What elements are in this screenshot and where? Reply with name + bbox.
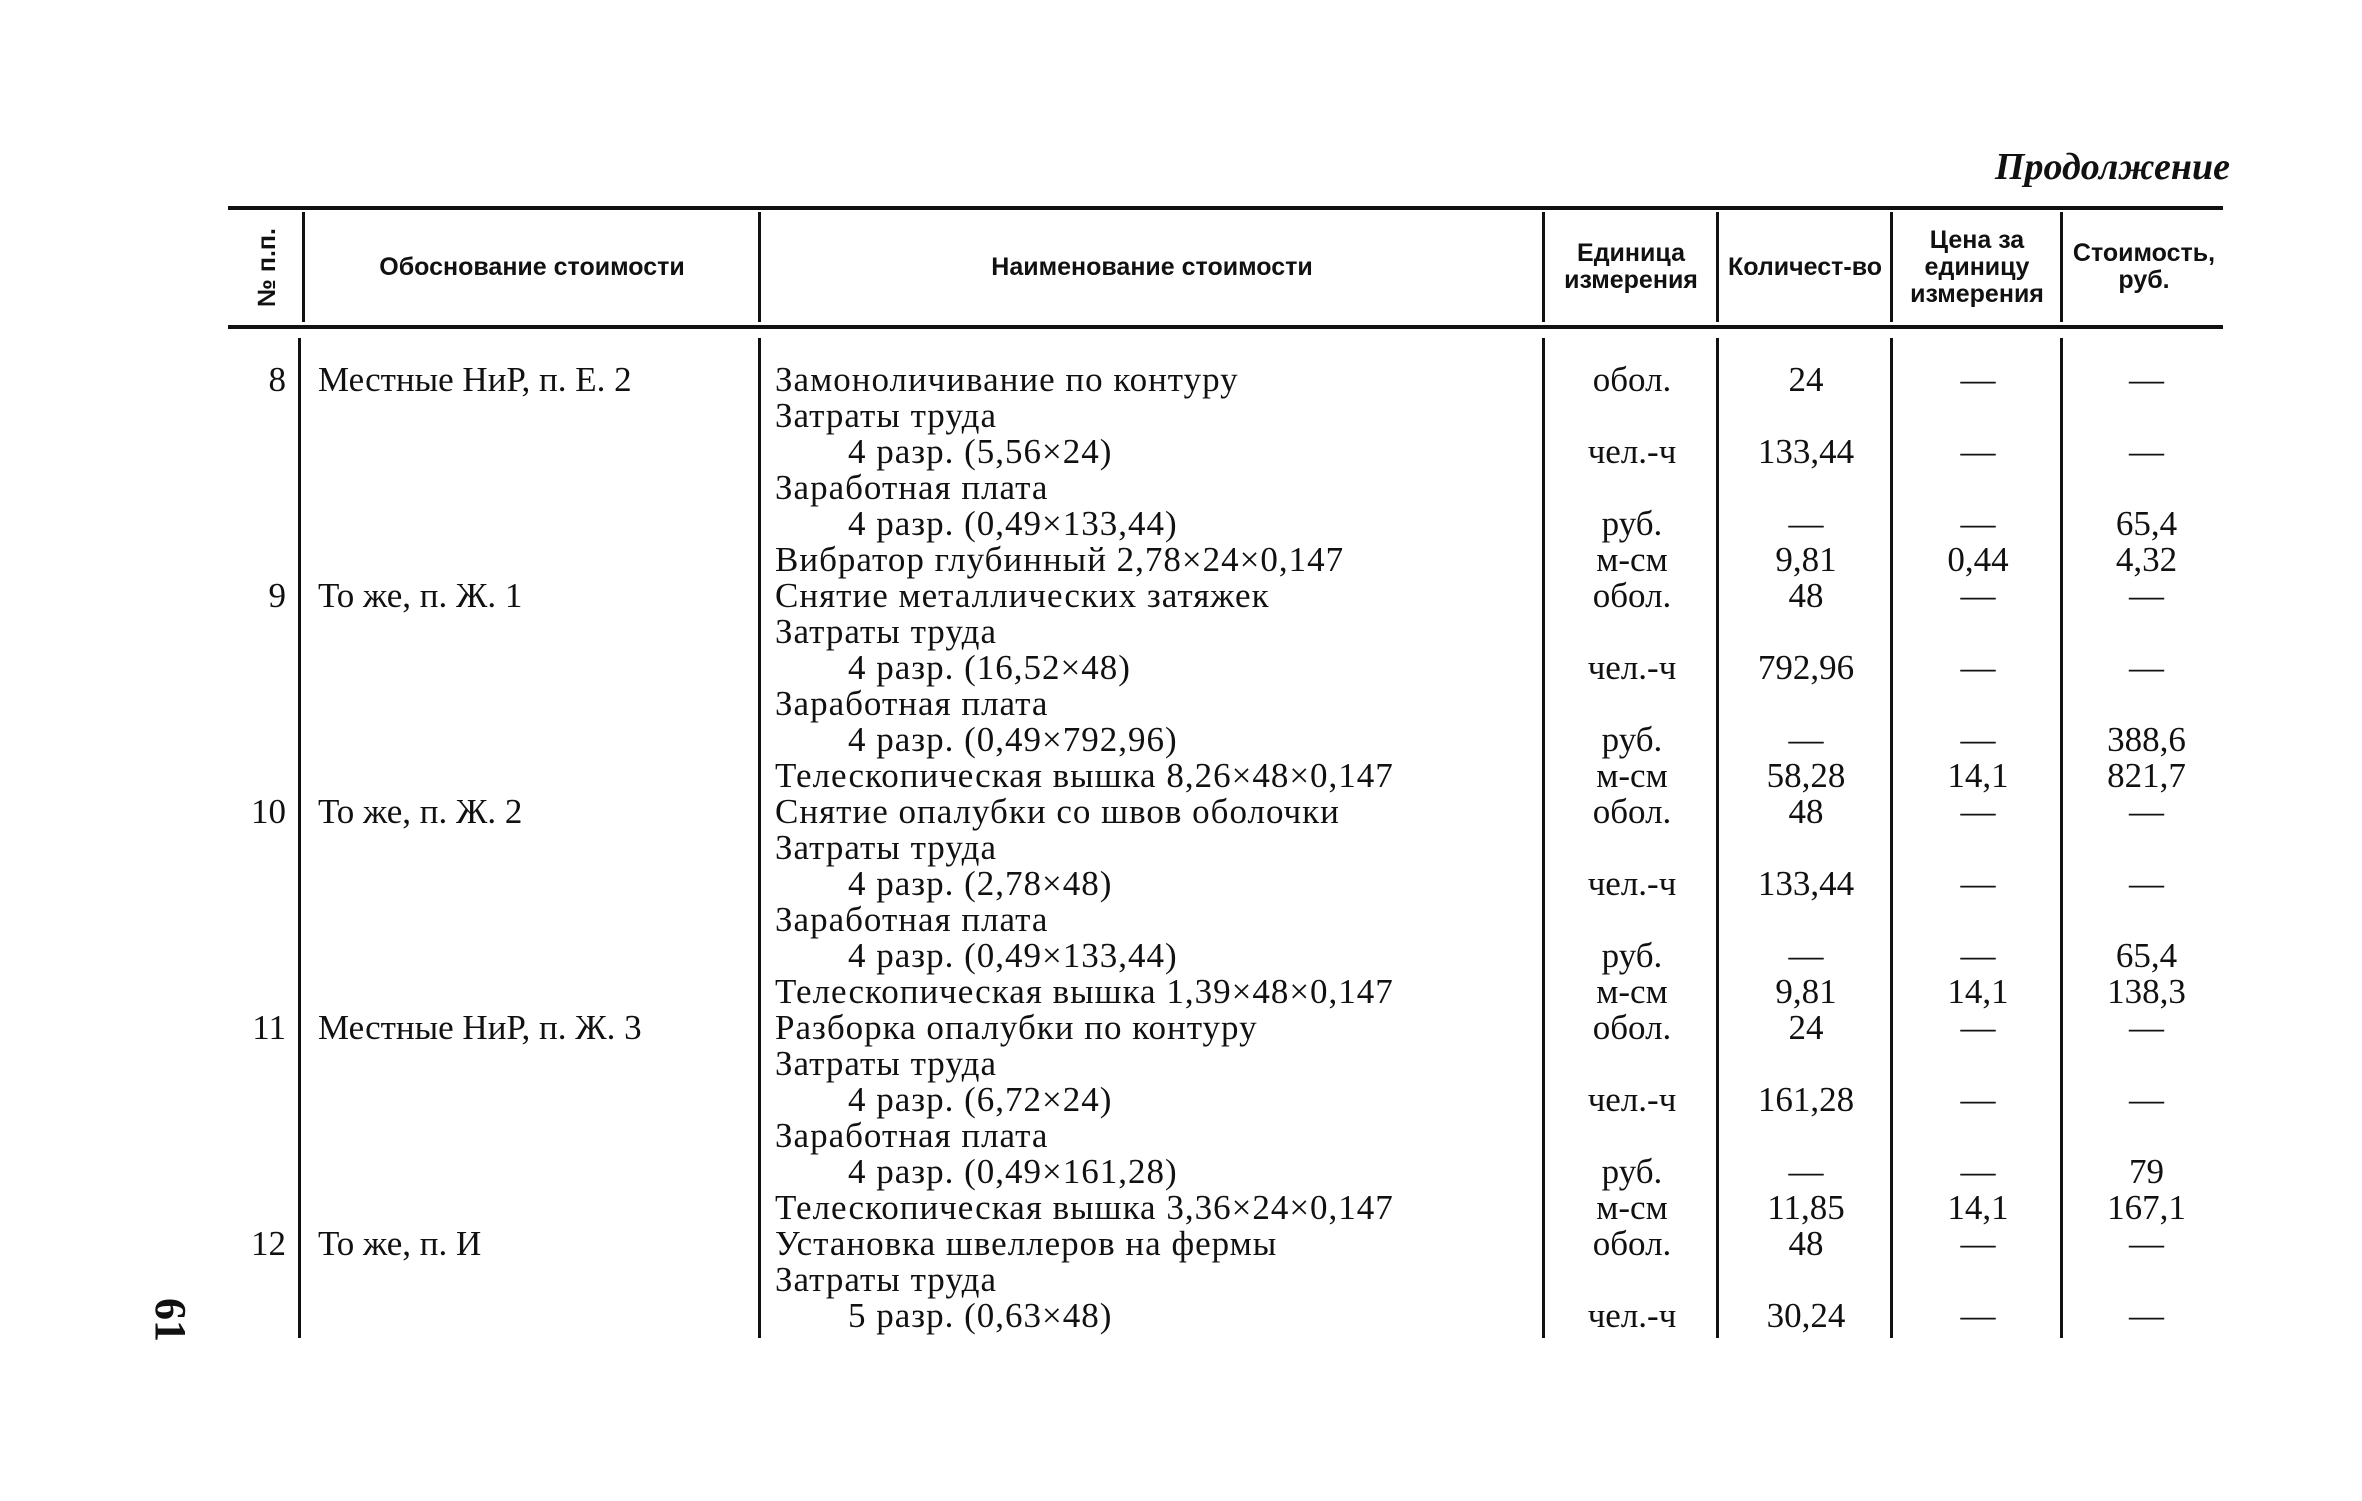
row-cost: —	[2129, 864, 2164, 903]
row-cost: 79	[2129, 1152, 2164, 1191]
row-unit-price: —	[1960, 432, 1996, 471]
row-number: 8	[268, 360, 286, 399]
table-row	[0, 938, 2362, 974]
row-unit-price: —	[1960, 720, 1996, 759]
table-row	[0, 722, 2362, 758]
row-quantity: —	[1788, 936, 1824, 975]
row-unit: обол.	[1592, 792, 1672, 831]
table-row	[0, 1298, 2362, 1334]
column-header-name: Наименование стоимости	[991, 252, 1313, 281]
row-number: 11	[252, 1008, 286, 1047]
row-quantity: 9,81	[1775, 972, 1837, 1011]
row-cost: 65,4	[2115, 504, 2178, 543]
continuation-note: Продолжение	[1994, 146, 2230, 188]
table-row	[0, 614, 2362, 650]
table-row	[0, 686, 2362, 722]
row-name: 4 разр. (5,56×24)	[848, 432, 1113, 471]
row-cost: —	[2129, 1296, 2164, 1335]
row-name: Заработная плата	[775, 900, 1049, 939]
table-row	[0, 470, 2362, 506]
row-unit: чел.-ч	[1587, 864, 1677, 903]
row-unit: руб.	[1601, 1152, 1663, 1191]
table-row	[0, 1010, 2362, 1046]
row-unit: чел.-ч	[1587, 1296, 1677, 1335]
row-name: 5 разр. (0,63×48)	[848, 1296, 1113, 1335]
table-row	[0, 758, 2362, 794]
row-name: Заработная плата	[775, 468, 1049, 507]
row-unit-price: —	[1960, 864, 1996, 903]
row-unit: обол.	[1592, 576, 1672, 615]
row-quantity: 133,44	[1757, 864, 1855, 903]
row-quantity: —	[1788, 504, 1824, 543]
row-name: Вибратор глубинный 2,78×24×0,147	[775, 540, 1345, 579]
table-row	[0, 1046, 2362, 1082]
header-divider	[758, 212, 761, 322]
row-unit-price: —	[1960, 1080, 1996, 1119]
row-cost: 167,1	[2107, 1188, 2186, 1227]
table-row	[0, 650, 2362, 686]
table-row	[0, 542, 2362, 578]
row-name: 4 разр. (0,49×161,28)	[848, 1152, 1178, 1191]
table-row	[0, 794, 2362, 830]
table-row	[0, 578, 2362, 614]
column-header-quantity: Количест-во	[1727, 252, 1883, 281]
table-row	[0, 1226, 2362, 1262]
row-unit: м-см	[1596, 972, 1668, 1011]
row-name: Замоноличивание по контуру	[775, 360, 1239, 399]
row-basis: Местные НиР, п. Ж. 3	[318, 1008, 642, 1047]
row-number: 12	[251, 1224, 286, 1263]
row-unit: чел.-ч	[1587, 1080, 1677, 1119]
table-header-rule	[228, 325, 2223, 329]
column-header-cost: Стоимость, руб.	[2072, 239, 2216, 294]
row-cost: 138,3	[2107, 972, 2186, 1011]
row-unit-price: 0,44	[1947, 540, 2009, 579]
row-basis: То же, п. Ж. 1	[318, 576, 523, 615]
row-unit: обол.	[1592, 1224, 1672, 1263]
row-unit-price: —	[1960, 576, 1996, 615]
table-top-rule	[228, 206, 2223, 210]
row-cost: —	[2129, 432, 2164, 471]
row-basis: Местные НиР, п. Е. 2	[318, 360, 632, 399]
row-quantity: 48	[1788, 576, 1824, 615]
row-number: 9	[268, 576, 286, 615]
header-divider	[1890, 212, 1893, 322]
table-row	[0, 1118, 2362, 1154]
header-divider	[1542, 212, 1545, 322]
row-cost: —	[2129, 1008, 2164, 1047]
row-quantity: —	[1788, 720, 1824, 759]
row-unit: м-см	[1596, 1188, 1668, 1227]
row-name: Затраты труда	[775, 828, 997, 867]
row-name: Разборка опалубки по контуру	[775, 1008, 1258, 1047]
header-divider	[2060, 212, 2063, 322]
header-divider	[302, 212, 305, 322]
row-unit-price: —	[1960, 648, 1996, 687]
row-cost: —	[2129, 1224, 2164, 1263]
table-row	[0, 1262, 2362, 1298]
row-basis: То же, п. И	[318, 1224, 482, 1263]
row-quantity: —	[1788, 1152, 1824, 1191]
row-cost: 65,4	[2115, 936, 2178, 975]
row-name: 4 разр. (0,49×133,44)	[848, 504, 1178, 543]
row-unit-price: 14,1	[1947, 756, 2009, 795]
row-unit: руб.	[1601, 936, 1663, 975]
row-name: Снятие опалубки со швов оболочки	[775, 792, 1340, 831]
row-cost: 821,7	[2107, 756, 2186, 795]
row-quantity: 30,24	[1766, 1296, 1846, 1335]
row-quantity: 133,44	[1757, 432, 1855, 471]
table-row	[0, 866, 2362, 902]
row-quantity: 48	[1788, 1224, 1824, 1263]
row-cost: —	[2129, 1080, 2164, 1119]
row-unit-price: —	[1960, 504, 1996, 543]
row-unit: руб.	[1601, 720, 1663, 759]
row-unit: чел.-ч	[1587, 432, 1677, 471]
row-unit: м-см	[1596, 756, 1668, 795]
row-name: 4 разр. (6,72×24)	[848, 1080, 1113, 1119]
row-name: Затраты труда	[775, 396, 997, 435]
row-name: Снятие металлических затяжек	[775, 576, 1270, 615]
row-unit-price: —	[1960, 1224, 1996, 1263]
row-unit-price: —	[1960, 792, 1996, 831]
table-row	[0, 830, 2362, 866]
row-name: 4 разр. (0,49×792,96)	[848, 720, 1178, 759]
row-cost: —	[2129, 576, 2164, 615]
table-row	[0, 506, 2362, 542]
row-unit-price: 14,1	[1947, 1188, 2009, 1227]
row-unit: обол.	[1592, 1008, 1672, 1047]
row-quantity: 48	[1788, 792, 1824, 831]
row-name: Телескопическая вышка 1,39×48×0,147	[775, 972, 1394, 1011]
row-name: Заработная плата	[775, 1116, 1049, 1155]
header-divider	[1716, 212, 1719, 322]
row-quantity: 161,28	[1757, 1080, 1855, 1119]
row-unit-price: —	[1960, 1296, 1996, 1335]
row-cost: —	[2129, 792, 2164, 831]
row-unit-price: —	[1960, 1152, 1996, 1191]
row-name: Телескопическая вышка 3,36×24×0,147	[775, 1188, 1394, 1227]
row-quantity: 9,81	[1775, 540, 1837, 579]
row-quantity: 792,96	[1757, 648, 1855, 687]
row-name: 4 разр. (0,49×133,44)	[848, 936, 1178, 975]
row-cost: —	[2129, 360, 2164, 399]
row-name: 4 разр. (16,52×48)	[848, 648, 1131, 687]
row-unit: руб.	[1601, 504, 1663, 543]
row-cost: —	[2129, 648, 2164, 687]
row-name: 4 разр. (2,78×48)	[848, 864, 1113, 903]
table-row	[0, 1190, 2362, 1226]
column-header-basis: Обоснование стоимости	[379, 252, 685, 281]
table-row	[0, 398, 2362, 434]
row-unit-price: —	[1960, 936, 1996, 975]
column-header-unit: Единица измерения	[1564, 239, 1698, 294]
row-name: Затраты труда	[775, 1044, 997, 1083]
row-unit-price: —	[1960, 360, 1996, 399]
table-row	[0, 434, 2362, 470]
row-unit: обол.	[1592, 360, 1672, 399]
page-number: 61	[146, 1298, 195, 1342]
column-header-unit-price: Цена за единицу измерения	[1910, 225, 2044, 308]
row-cost: 4,32	[2115, 540, 2178, 579]
table-row	[0, 1154, 2362, 1190]
table-row	[0, 974, 2362, 1010]
row-name: Затраты труда	[775, 612, 997, 651]
row-cost: 388,6	[2107, 720, 2186, 759]
row-name: Заработная плата	[775, 684, 1049, 723]
table-row	[0, 362, 2362, 398]
row-name: Телескопическая вышка 8,26×48×0,147	[775, 756, 1394, 795]
row-unit-price: —	[1960, 1008, 1996, 1047]
row-name: Установка швеллеров на фермы	[775, 1224, 1278, 1263]
row-unit: м-см	[1596, 540, 1668, 579]
row-quantity: 24	[1788, 1008, 1824, 1047]
cost-table-body	[0, 362, 2362, 1334]
row-unit: чел.-ч	[1587, 648, 1677, 687]
row-name: Затраты труда	[775, 1260, 997, 1299]
row-quantity: 24	[1788, 360, 1824, 399]
row-basis: То же, п. Ж. 2	[318, 792, 523, 831]
row-unit-price: 14,1	[1947, 972, 2009, 1011]
column-header-number: № п.п.	[252, 227, 281, 307]
table-row	[0, 1082, 2362, 1118]
table-row	[0, 902, 2362, 938]
row-quantity: 58,28	[1766, 756, 1846, 795]
row-quantity: 11,85	[1767, 1188, 1845, 1227]
row-number: 10	[251, 792, 286, 831]
